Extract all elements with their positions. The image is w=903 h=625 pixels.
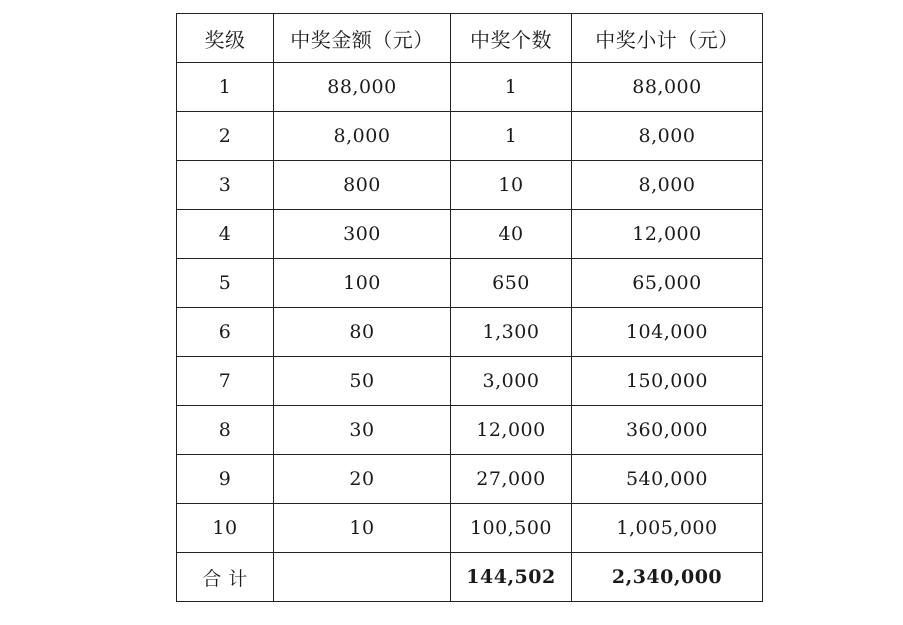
cell-count: 1 [451,63,572,112]
cell-subtotal: 360,000 [572,406,763,455]
cell-level: 7 [177,357,274,406]
cell-level: 3 [177,161,274,210]
cell-amount: 8,000 [274,112,451,161]
header-count: 中奖个数 [451,14,572,63]
cell-subtotal: 65,000 [572,259,763,308]
cell-level: 1 [177,63,274,112]
cell-count: 1,300 [451,308,572,357]
cell-amount: 100 [274,259,451,308]
total-count: 144,502 [451,553,572,602]
cell-level: 9 [177,455,274,504]
cell-count: 3,000 [451,357,572,406]
cell-amount: 300 [274,210,451,259]
table-row [177,504,763,553]
cell-level: 2 [177,112,274,161]
cell-subtotal: 88,000 [572,63,763,112]
table-row [177,455,763,504]
table-row [177,210,763,259]
table-row [177,259,763,308]
cell-subtotal: 540,000 [572,455,763,504]
total-row [177,553,763,602]
total-amount [274,553,451,602]
cell-level: 8 [177,406,274,455]
cell-level: 10 [177,504,274,553]
table-row [177,308,763,357]
table-row [177,406,763,455]
cell-count: 10 [451,161,572,210]
cell-count: 27,000 [451,455,572,504]
total-label: 合 计 [177,553,274,602]
table-row [177,357,763,406]
header-row [177,14,763,63]
cell-amount: 80 [274,308,451,357]
header-subtotal: 中奖小计（元） [572,14,763,63]
cell-amount: 50 [274,357,451,406]
cell-subtotal: 1,005,000 [572,504,763,553]
cell-count: 650 [451,259,572,308]
cell-subtotal: 150,000 [572,357,763,406]
cell-amount: 800 [274,161,451,210]
cell-subtotal: 8,000 [572,112,763,161]
cell-level: 4 [177,210,274,259]
cell-count: 12,000 [451,406,572,455]
cell-count: 100,500 [451,504,572,553]
prize-table [176,13,763,602]
cell-subtotal: 104,000 [572,308,763,357]
cell-level: 5 [177,259,274,308]
cell-amount: 88,000 [274,63,451,112]
cell-subtotal: 8,000 [572,161,763,210]
table-row [177,63,763,112]
table-row [177,161,763,210]
cell-amount: 10 [274,504,451,553]
cell-amount: 30 [274,406,451,455]
cell-count: 1 [451,112,572,161]
cell-subtotal: 12,000 [572,210,763,259]
cell-count: 40 [451,210,572,259]
table-row [177,112,763,161]
header-amount: 中奖金额（元） [274,14,451,63]
total-subtotal: 2,340,000 [572,553,763,602]
cell-level: 6 [177,308,274,357]
cell-amount: 20 [274,455,451,504]
header-level: 奖级 [177,14,274,63]
